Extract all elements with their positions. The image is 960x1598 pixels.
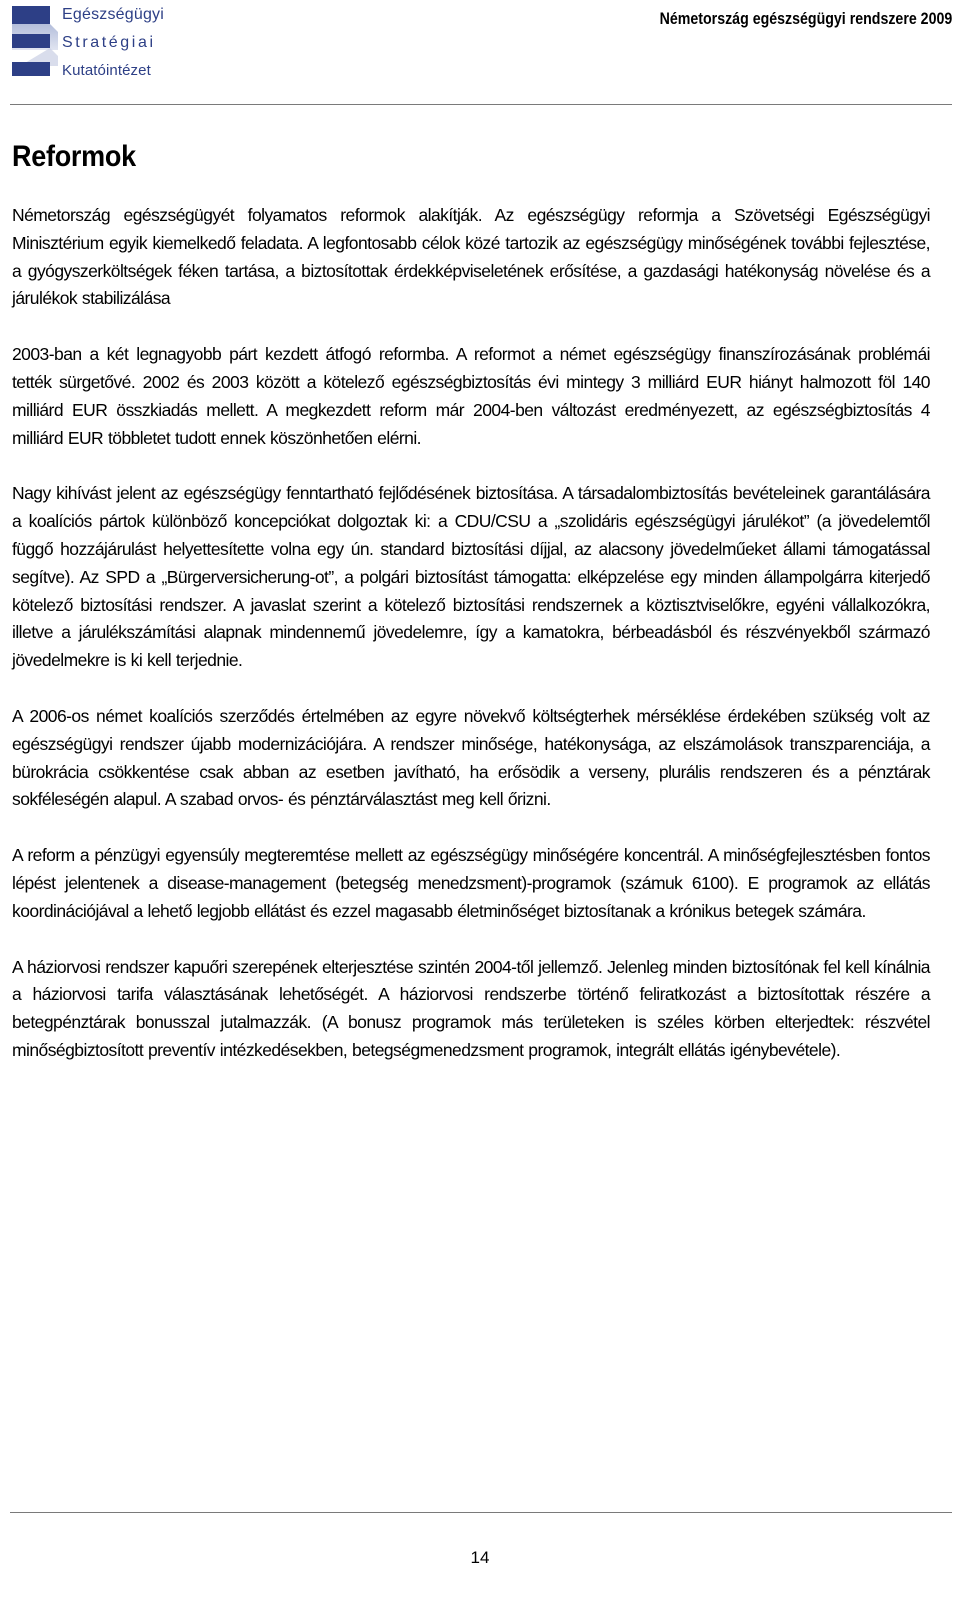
logo-text-line-1: Egészségügyi xyxy=(62,6,165,23)
paragraph-6: A háziorvosi rendszer kapuőri szerepének elterjesztése szintén 2004-től jellemző. Jelenleg minden biztosítónak fel kell kínálnia a háziorvosi tarifa választásának lehetőségét. A háziorvosi rendszerbe történő feliratkozást a biztosítottak részére a betegpénztárak bonusszal jutalmazzák. (A bonusz programok más területeken is széles körben elterjedtek: részvétel minőségbiztosított preventív intézkedésekben, betegségmenedzsment programok, integrált ellátás igénybevétele). xyxy=(12,956,930,1060)
paragraph-5: A reform a pénzügyi egyensúly megteremtése mellett az egészségügy minőségére koncentrál. A minőségfejlesztésben fontos lépést jelentenek a disease-management (betegség menedzsment)-programok (számuk 6100). E programok az ellátás koordinációjával a lehető legjobb ellátást és ezzel magasabb életminőséget biztosítanak a krónikus betegek számára. xyxy=(12,845,930,921)
section-body xyxy=(12,202,930,1093)
paragraph-2: 2003-ban a két legnagyobb párt kezdett átfogó reformba. A reformot a német egészségügy finanszírozásának problémái tették sürgetővé. 2002 és 2003 között a kötelező egészségbiztosítás évi mintegy 3 milliárd EUR hiányt halmozott föl 140 milliárd EUR összkiadás mellett. A megkezdett reform már 2004-ben változást eredményezett, az egészségbiztosítás 4 milliárd EUR többletet tudott ennek köszönhetően elérni. xyxy=(12,344,930,448)
paragraph-1: Németország egészségügyét folyamatos reformok alakítják. Az egészségügy reformja a Szövetségi Egészségügyi Minisztérium egyik kiemelkedő feladata. A legfontosabb célok közé tartozik az egészségügy minőségének további fejlesztése, a gyógyszerköltségek féken tartása, a biztosítottak érdekképviseletének erősítése, a gazdasági hatékonyság növelése és a járulékok stabilizálása xyxy=(12,205,930,309)
page-number: 14 xyxy=(470,1548,490,1567)
document-header-title: Németország egészségügyi rendszere 2009 xyxy=(659,10,952,28)
logo-emblem-icon xyxy=(12,4,60,80)
header-divider xyxy=(10,104,952,105)
footer-divider xyxy=(10,1512,952,1513)
paragraph-4: A 2006-os német koalíciós szerződés értelmében az egyre növekvő költségterhek mérséklése érdekében szükség volt az egészségügyi rendszer újabb modernizációjára. A rendszer minősége, hatékonysága, az elszámolások transzparenciája, a bürokrácia csökkentése csak abban az esetben javítható, ha erősödik a verseny, plurális rendszeren és a pénztárak sokféleségén alapul. A szabad orvos- és pénztárválasztást meg kell őrizni. xyxy=(12,705,930,810)
institute-logo xyxy=(12,4,172,82)
logo-text-line-2: Stratégiai xyxy=(62,34,156,51)
logo-text-line-3: Kutatóintézet xyxy=(62,62,151,79)
section-heading: Reformok xyxy=(12,140,136,173)
paragraph-3: Nagy kihívást jelent az egészségügy fenntartható fejlődésének biztosítása. A társadalombiztosítás bevételeinek garantálására a koalíciós pártok különböző koncepciókat dolgoztak ki: a CDU/CSU a „szolidáris egészségügyi járulékot” (a jövedelemtől függő hozzájárulást helyettesítette volna egy ún. standard biztosítási díjjal, az alacsony jövedelműeket állami támogatással segítve). Az SPD a „Bürgerversicherung-ot”, a polgári biztosítást támogatta: elképzelése egy minden állampolgárra kiterjedő kötelező biztosítási rendszer. A javaslat szerint a kötelező biztosítási rendszernek a köztisztviselőkre, egyéni vállalkozókra, illetve a járulékszámítási alapnak mindennemű jövedelemre, így a kamatokra, bérbeadásból és részvényekből származó jövedelmekre is ki kell terjednie. xyxy=(12,483,930,671)
